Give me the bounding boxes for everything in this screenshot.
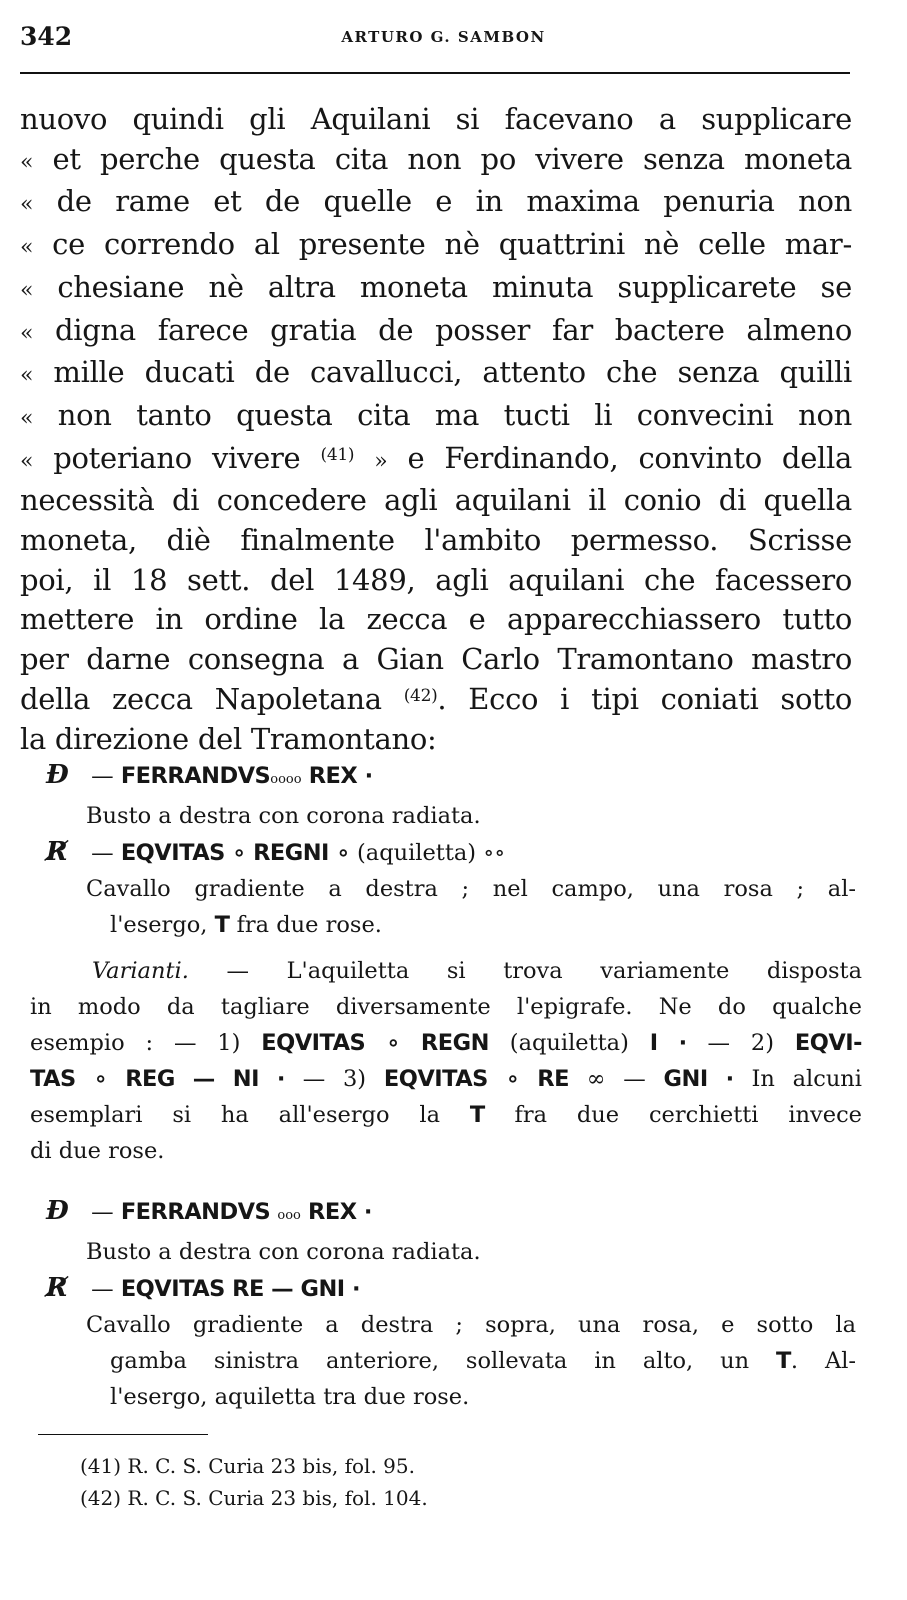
text-line: TAS ∘ REG — NI · — 3) EQVITAS ∘ RE ∞ — GNI · In alcuni <box>30 1066 862 1092</box>
obverse-legend: Đ — FERRANDVS ooo REX · <box>46 1193 856 1234</box>
text-line: in modo da tagliare diversamente l'epigrafe. Ne do qualche <box>30 994 862 1020</box>
coin-entry-1 <box>46 757 856 943</box>
text-line: « mille ducati de cavallucci, attento che senza quilli <box>20 355 852 390</box>
varianti-paragraph <box>30 953 862 1169</box>
obverse-symbol: Đ <box>46 760 69 790</box>
main-paragraph <box>20 100 852 759</box>
reverse-legend: R̸ — EQVITAS ∘ REGNI ∘ (aquiletta) ∘∘ <box>46 834 856 871</box>
footnote-rule <box>38 1434 208 1435</box>
text-line: esemplari si ha all'esergo la T fra due cerchietti invece <box>30 1102 862 1128</box>
text-line: nuovo quindi gli Aquilani si facevano a supplicare <box>20 102 852 136</box>
text-line: « digna farece gratia de posser far bactere almeno <box>20 312 852 347</box>
obverse-description: Busto a destra con corona radiata. <box>86 803 481 829</box>
text-line: « ce correndo al presente nè quattrini nè celle mar- <box>20 227 852 262</box>
reverse-description-end: l'esergo, aquiletta tra due rose. <box>110 1384 470 1410</box>
page-header <box>20 22 867 50</box>
text-line: poi, il 18 sett. del 1489, agli aquilani che facessero <box>20 562 852 597</box>
text-line: della zecca Napoletana $^{(42)}$. Ecco i tipi coniati sotto <box>20 681 852 716</box>
reverse-description-cont: l'esergo, T fra due rose. <box>110 912 382 938</box>
page-number: 342 <box>20 22 73 51</box>
text-line: necessità di concedere agli aquilani il conio di quella <box>20 483 852 518</box>
footnote-42: (42) R. C. S. Curia 23 bis, fol. 104. <box>80 1486 428 1510</box>
footnote-41: (41) R. C. S. Curia 23 bis, fol. 95. <box>80 1454 415 1478</box>
text-line: esempio : — 1) EQVITAS ∘ REGN (aquiletta) I · — 2) EQVI- <box>30 1030 862 1056</box>
text-line: « et perche questa cita non po vivere senza moneta <box>20 141 852 176</box>
text-line: per darne consegna a Gian Carlo Tramontano mastro <box>20 642 852 677</box>
reverse-description: Cavallo gradiente a destra ; nel campo, una rosa ; al- <box>86 876 856 902</box>
text-line: « de rame et de quelle e in maxima penuria non <box>20 184 852 219</box>
obverse-symbol: Đ <box>46 1196 69 1226</box>
text-line: la direzione del Tramontano: <box>20 721 437 756</box>
footnote-ref-42: (42) <box>403 685 438 706</box>
varianti-label: Varianti. <box>92 958 189 984</box>
reverse-symbol: R̸ <box>46 1273 68 1303</box>
header-rule <box>20 72 850 74</box>
obverse-description: Busto a destra con corona radiata. <box>86 1239 481 1265</box>
text-line: moneta, diè finalmente l'ambito permesso. Scrisse <box>20 523 852 558</box>
reverse-symbol: R̸ <box>46 837 68 867</box>
reverse-legend: R̸ — EQVITAS RE — GNI · <box>46 1270 856 1307</box>
footnote-ref-41: (41) <box>320 444 355 465</box>
text-line: « poteriano vivere $^{(41)}$ » e Ferdinando, convinto della <box>20 440 852 475</box>
running-title: ARTURO G. SAMBON <box>341 28 546 46</box>
text-line: di due rose. <box>30 1138 165 1164</box>
text-line: mettere in ordine la zecca e apparecchiassero tutto <box>20 602 852 637</box>
text-line: Varianti. — L'aquiletta si trova variamente disposta <box>92 958 862 984</box>
footnotes <box>80 1450 428 1514</box>
coin-entry-2 <box>46 1193 856 1415</box>
text-line: « chesiane nè altra moneta minuta supplicarete se <box>20 269 852 304</box>
obverse-legend: Đ — FERRANDVSoooo REX · <box>46 757 856 798</box>
reverse-description: Cavallo gradiente a destra ; sopra, una rosa, e sotto la <box>86 1312 856 1338</box>
reverse-description-cont: gamba sinistra anteriore, sollevata in alto, un T. Al- <box>110 1348 856 1374</box>
text-line: « non tanto questa cita ma tucti li convecini non <box>20 397 852 432</box>
